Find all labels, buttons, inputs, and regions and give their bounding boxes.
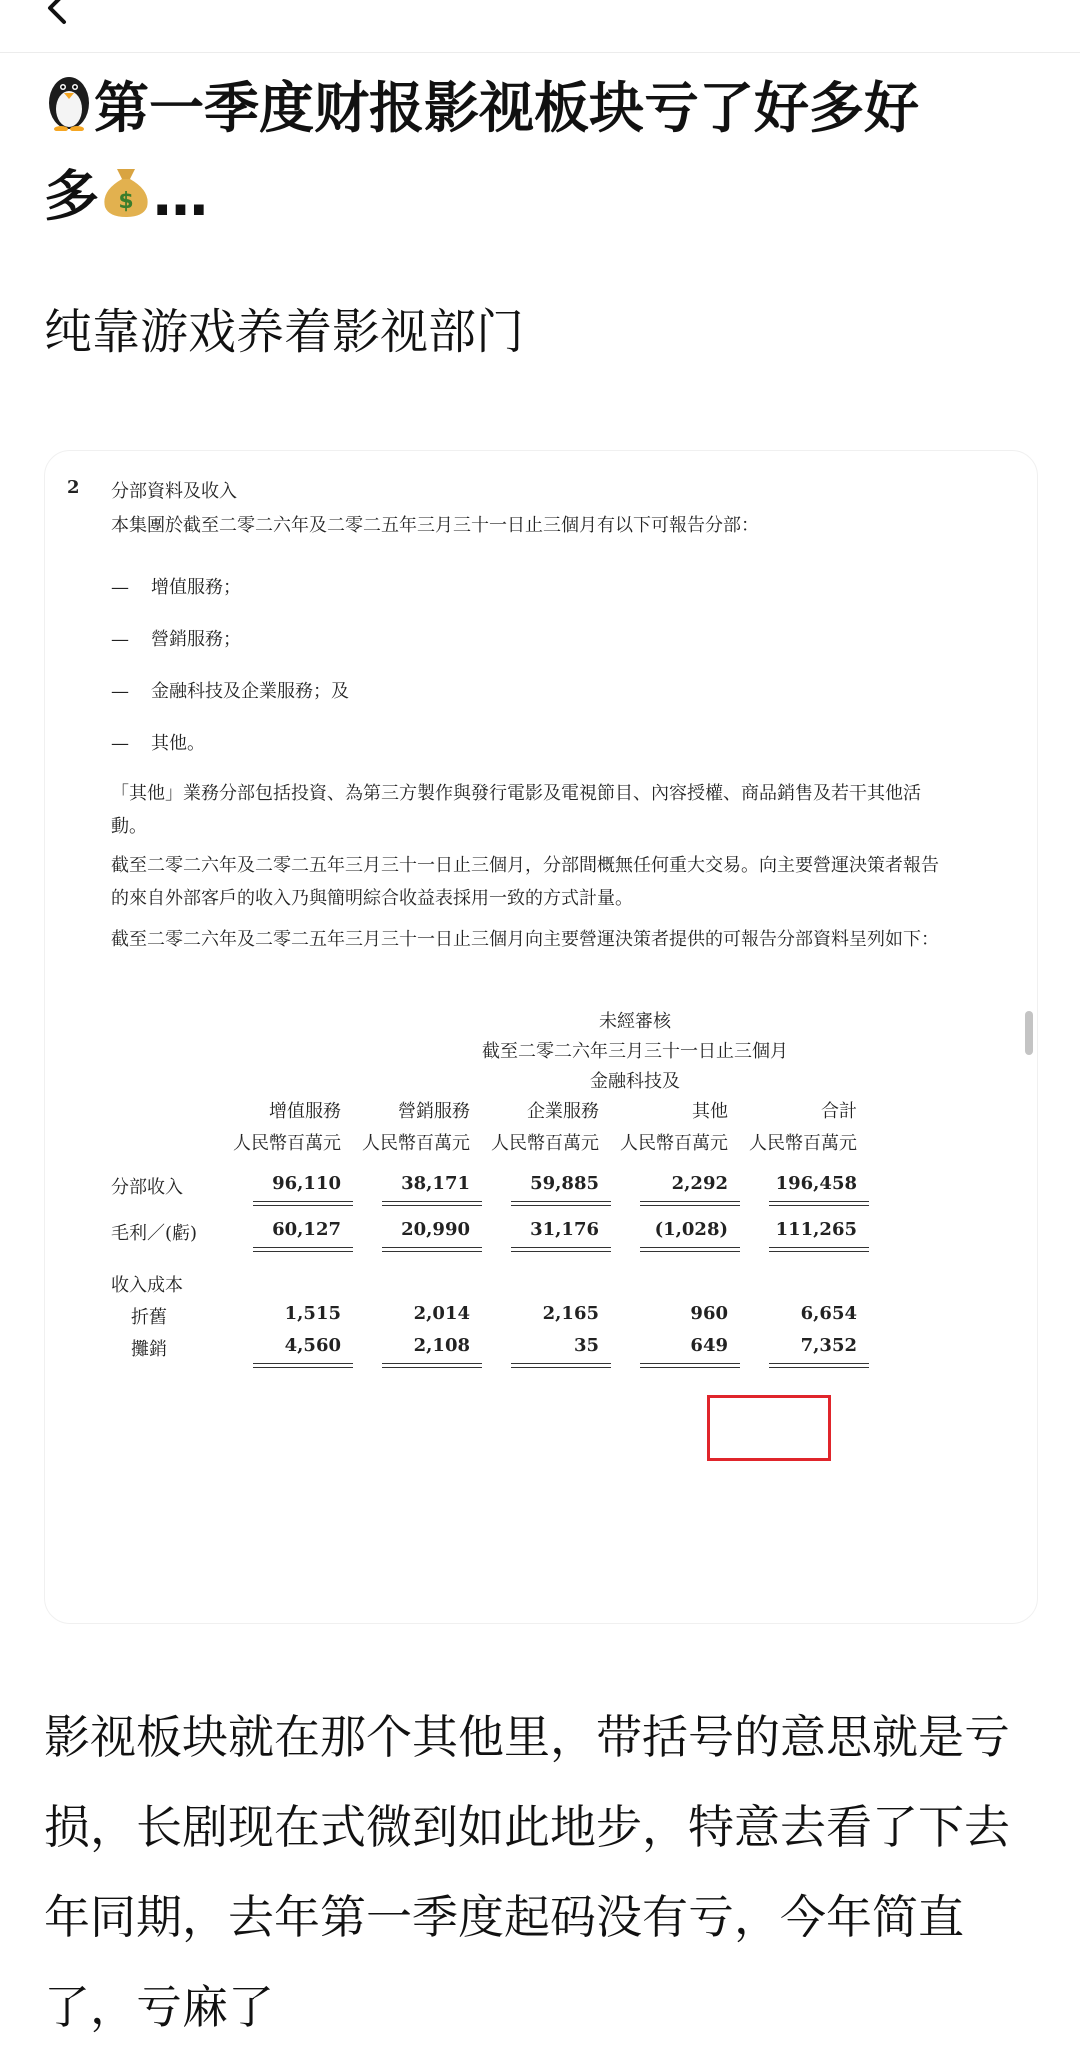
column-header: 其他	[692, 1101, 728, 1122]
double-underline	[511, 1363, 611, 1368]
transactions-paragraph: 截至二零二六年及二零二五年三月三十一日止三個月，分部間概無任何重大交易。向主要營運決策者報告的來自外部客戶的收入乃與簡明綜合收益表採用一致的方式計量。	[111, 855, 939, 909]
table-cell-others-loss: (1,028)	[654, 1219, 728, 1240]
list-item: — 其他。	[111, 733, 205, 754]
table-cell: 2,108	[413, 1335, 470, 1356]
list-item: — 營銷服務；	[111, 629, 241, 650]
double-underline	[382, 1247, 482, 1252]
column-header: 合計	[821, 1101, 857, 1122]
double-underline	[640, 1201, 740, 1206]
table-cell: 649	[690, 1335, 728, 1356]
double-underline	[253, 1201, 353, 1206]
table-cell: 31,176	[530, 1219, 599, 1240]
table-cell: 7,352	[800, 1335, 857, 1356]
table-cell: 2,165	[542, 1303, 599, 1324]
table-cell: 6,654	[800, 1303, 857, 1324]
column-unit: 人民幣百萬元	[362, 1133, 470, 1154]
intro-paragraph: 本集團於截至二零二六年及二零二五年三月三十一日止三個月有以下可報告分部：	[111, 515, 759, 536]
penguin-emoji-icon	[44, 69, 94, 154]
table-cell: 960	[690, 1303, 728, 1324]
row-label-depreciation: 折舊	[131, 1307, 167, 1328]
column-header: 增值服務	[269, 1101, 341, 1122]
double-underline	[769, 1363, 869, 1368]
double-underline	[382, 1201, 482, 1206]
column-header: 企業服務	[527, 1101, 599, 1122]
title-text-line1: 第一季度财报影视板块亏了好多好	[94, 76, 920, 140]
post-subtitle: 纯靠游戏养着影视部门	[44, 304, 525, 360]
row-label-amortization: 攤銷	[131, 1339, 167, 1360]
table-cell: 59,885	[530, 1173, 599, 1194]
double-underline	[253, 1247, 353, 1252]
table-header-unaudited: 未經審核	[599, 1011, 671, 1032]
table-cell: 96,110	[272, 1173, 341, 1194]
others-paragraph: 「其他」業務分部包括投資、為第三方製作與發行電影及電視節目、內容授權、商品銷售及若干其他活動。	[111, 783, 921, 837]
row-label-gross-profit: 毛利／(虧)	[111, 1223, 198, 1244]
double-underline	[511, 1247, 611, 1252]
double-underline	[382, 1363, 482, 1368]
table-header-fintech: 金融科技及	[590, 1071, 680, 1092]
table-cell: 2,292	[671, 1173, 728, 1194]
double-underline	[253, 1363, 353, 1368]
table-cell: 35	[573, 1335, 599, 1356]
double-underline	[769, 1247, 869, 1252]
column-unit: 人民幣百萬元	[233, 1133, 341, 1154]
table-cell: 20,990	[401, 1219, 470, 1240]
red-highlight-box	[707, 1395, 831, 1461]
list-item: — 金融科技及企業服務；及	[111, 681, 349, 702]
double-underline	[511, 1201, 611, 1206]
table-cell: 196,458	[775, 1173, 857, 1194]
scrollbar-thumb[interactable]	[1025, 1011, 1033, 1055]
list-item: — 增值服務；	[111, 577, 241, 598]
double-underline	[769, 1201, 869, 1206]
back-button[interactable]	[40, 0, 100, 40]
table-intro-paragraph: 截至二零二六年及二零二五年三月三十一日止三個月向主要營運決策者提供的可報告分部資料呈列如下：	[111, 929, 939, 950]
double-underline	[640, 1363, 740, 1368]
column-unit: 人民幣百萬元	[620, 1133, 728, 1154]
table-cell: 111,265	[775, 1219, 857, 1240]
double-underline	[640, 1247, 740, 1252]
post-body: 影视板块就在那个其他里，带括号的意思就是亏损，长剧现在式微到如此地步，特意去看了下去年同期，去年第一季度起码没有亏，今年简直了，亏麻了	[44, 1710, 1010, 2034]
top-bar	[0, 0, 1080, 53]
table-header-period: 截至二零二六年三月三十一日止三個月	[482, 1041, 788, 1062]
column-header: 營銷服務	[398, 1101, 470, 1122]
title-ellipsis: …	[153, 164, 209, 229]
table-cell: 2,014	[413, 1303, 470, 1324]
svg-text:$: $	[118, 189, 134, 215]
post-title	[44, 66, 1044, 242]
money-bag-emoji-icon	[99, 158, 153, 242]
column-unit: 人民幣百萬元	[749, 1133, 857, 1154]
chevron-left-icon	[40, 0, 80, 30]
title-text-line2: 多	[44, 164, 100, 229]
table-cell: 4,560	[284, 1335, 341, 1356]
row-label-segment-revenue: 分部收入	[111, 1177, 183, 1198]
table-cell: 60,127	[272, 1219, 341, 1240]
table-cell: 38,171	[401, 1173, 470, 1194]
section-title: 分部資料及收入	[111, 481, 237, 502]
column-unit: 人民幣百萬元	[491, 1133, 599, 1154]
section-number: 2	[67, 477, 80, 498]
financial-report-image[interactable]	[44, 450, 1038, 1624]
row-label-cost-of-revenue: 收入成本	[111, 1275, 183, 1296]
table-cell: 1,515	[284, 1303, 341, 1324]
